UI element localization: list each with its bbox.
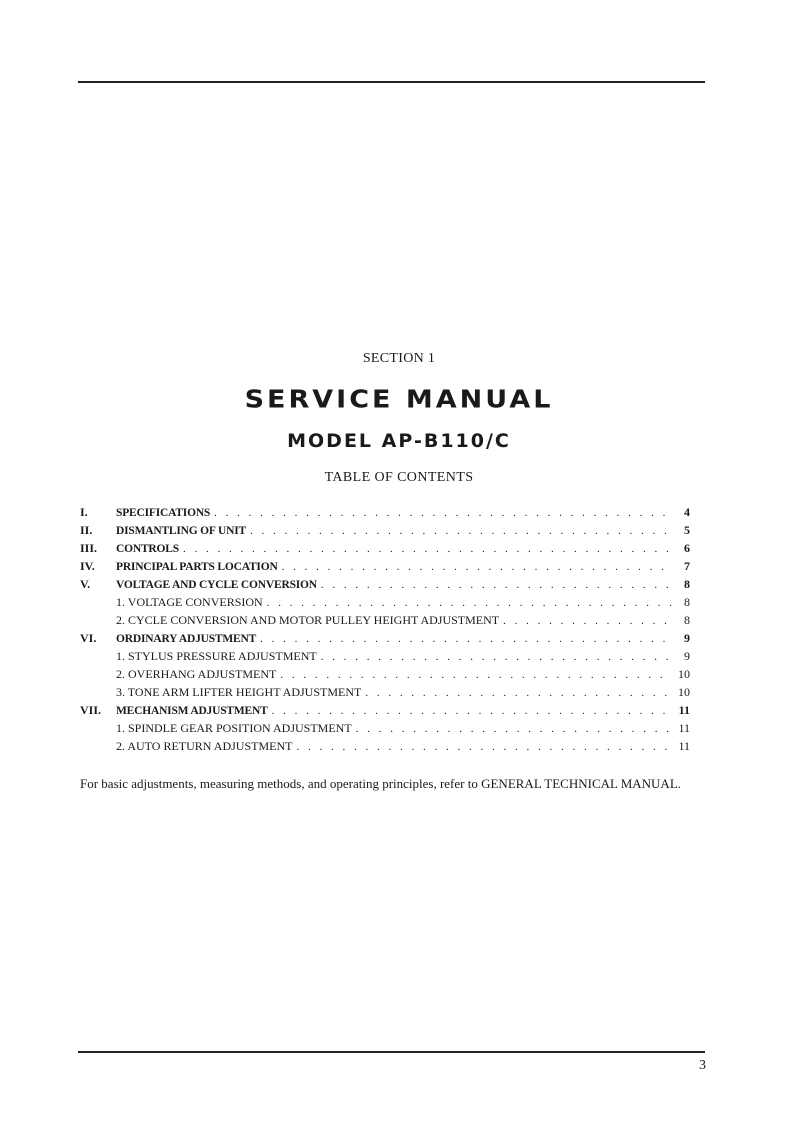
toc-entry-page: 11 <box>678 721 690 735</box>
toc-entry <box>80 595 690 613</box>
toc-entry-title: 2. OVERHANG ADJUSTMENT <box>116 667 277 681</box>
toc-entry-page: 8 <box>684 577 690 591</box>
toc-entry <box>80 649 690 667</box>
toc-entry-number: I. <box>80 505 88 519</box>
toc-entry <box>80 505 690 523</box>
toc-entry <box>80 685 690 703</box>
toc-entry-number: VI. <box>80 631 97 645</box>
toc-entry-number: VII. <box>80 703 102 717</box>
toc-entry <box>80 577 690 595</box>
toc-entry-title: 3. TONE ARM LIFTER HEIGHT ADJUSTMENT <box>116 685 362 699</box>
toc-entry-page: 11 <box>678 703 690 717</box>
toc-entry <box>80 613 690 631</box>
toc-entry-page: 10 <box>678 685 690 699</box>
toc-entry-title: VOLTAGE AND CYCLE CONVERSION <box>116 579 317 591</box>
table-of-contents <box>80 505 690 757</box>
toc-leader-dots <box>267 597 672 609</box>
toc-entry-page: 9 <box>684 631 690 645</box>
toc-entry-number: V. <box>80 577 91 591</box>
toc-entry-number: IV. <box>80 559 95 573</box>
toc-entry-number: III. <box>80 541 98 555</box>
toc-entry-title: 1. SPINDLE GEAR POSITION ADJUSTMENT <box>116 721 352 735</box>
toc-leader-dots <box>503 615 672 627</box>
toc-entry-title: MECHANISM ADJUSTMENT <box>116 705 268 717</box>
toc-entry-page: 7 <box>684 559 690 573</box>
toc-entry-page: 8 <box>684 613 690 627</box>
document-title: SERVICE MANUAL <box>244 385 554 414</box>
toc-entry <box>80 559 690 577</box>
toc-entry-title: 2. CYCLE CONVERSION AND MOTOR PULLEY HEIGHT ADJUSTMENT <box>116 613 500 627</box>
toc-entry-title: SPECIFICATIONS <box>116 507 211 519</box>
toc-entry-page: 9 <box>684 649 690 663</box>
toc-leader-dots <box>321 651 672 663</box>
toc-entry-title: CONTROLS <box>116 543 179 555</box>
toc-leader-dots <box>365 687 672 699</box>
toc-entry-page: 4 <box>684 505 690 519</box>
model-title: MODEL AP-B110/C <box>287 430 511 452</box>
reference-note: For basic adjustments, measuring methods, and operating principles, refer to GENERAL TECHNICAL MANUAL. <box>80 776 682 791</box>
toc-entry-title: 1. STYLUS PRESSURE ADJUSTMENT <box>116 649 317 663</box>
toc-entry-title: ORDINARY ADJUSTMENT <box>116 633 257 645</box>
toc-entry-title: 1. VOLTAGE CONVERSION <box>116 595 263 609</box>
toc-entry <box>80 721 690 739</box>
toc-entry-title: 2. AUTO RETURN ADJUSTMENT <box>116 739 293 753</box>
toc-entry-title: DISMANTLING OF UNIT <box>116 525 246 537</box>
toc-leader-dots <box>272 705 672 717</box>
toc-entry-title: PRINCIPAL PARTS LOCATION <box>116 561 278 573</box>
section-label: SECTION 1 <box>362 351 436 366</box>
toc-leader-dots <box>260 633 672 645</box>
bottom-rule <box>78 1051 705 1053</box>
top-rule <box>78 81 705 83</box>
toc-leader-dots <box>183 543 672 555</box>
toc-entry-page: 6 <box>684 541 690 555</box>
toc-entry-page: 10 <box>678 667 690 681</box>
toc-entry <box>80 703 690 721</box>
toc-entry <box>80 523 690 541</box>
toc-leader-dots <box>356 723 672 735</box>
toc-entry-page: 5 <box>684 523 690 537</box>
page-number: 3 <box>699 1058 706 1073</box>
toc-leader-dots <box>280 669 672 681</box>
toc-entry <box>80 739 690 757</box>
toc-leader-dots <box>282 561 672 573</box>
toc-heading: TABLE OF CONTENTS <box>324 470 474 485</box>
toc-entry <box>80 631 690 649</box>
toc-leader-dots <box>214 507 672 519</box>
toc-entry-page: 8 <box>684 595 690 609</box>
toc-entry-page: 11 <box>678 739 690 753</box>
toc-leader-dots <box>321 579 672 591</box>
toc-leader-dots <box>296 741 672 753</box>
toc-leader-dots <box>250 525 672 537</box>
toc-entry <box>80 667 690 685</box>
toc-entry <box>80 541 690 559</box>
toc-entry-number: II. <box>80 523 93 537</box>
